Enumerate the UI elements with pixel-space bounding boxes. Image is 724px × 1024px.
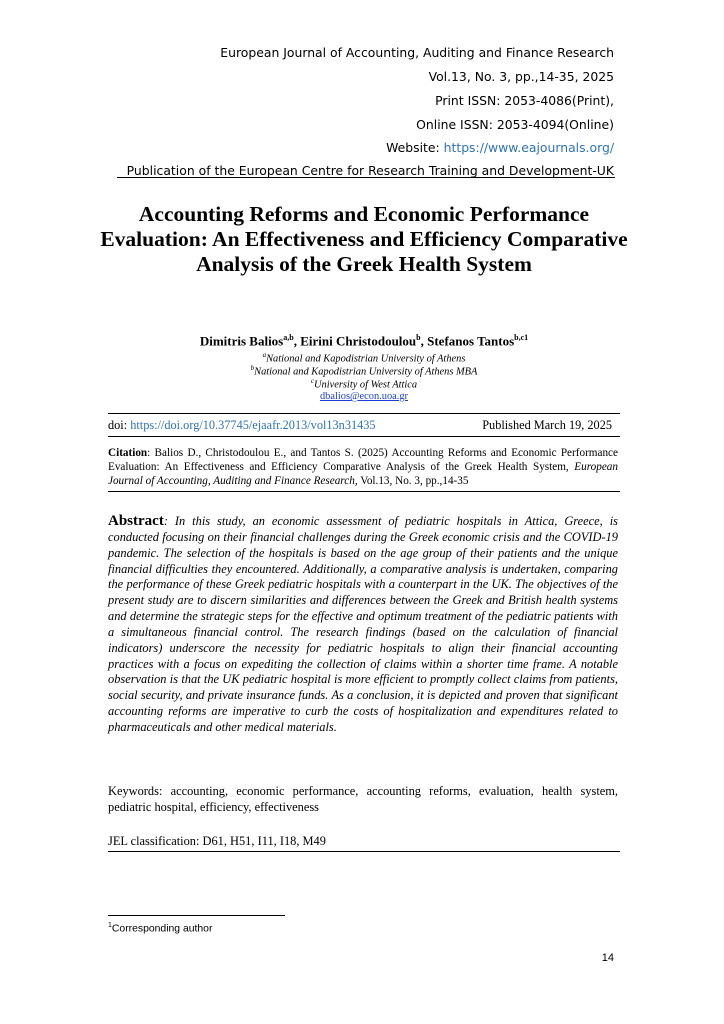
paper-title: Accounting Reforms and Economic Performance Evaluation: An Effectiveness and Efficiency Comparative Analysis of the Greek Health System xyxy=(100,202,628,276)
abstract-text: : In this study, an economic assessment of pediatric hospitals in Attica, Greece, is conducted focusing on their financial challenges during the Greek economic crisis and the COVID-19 pandemic. The selection of the hospitals is based on the age group of their patients and the unique financial difficulties they encountered. Additionally, a comparative analysis is undertaken, comparing the performance of these Greek pediatric hospitals with a counterpart in the UK. The objectives of the present study are to discern similarities and differences between the Greek and British health systems and determine the strategic steps for the effective and optimum treatment of the pediatric patients with a simultaneous financial control. The research findings (based on the calculation of financial indicators) underscore the necessity for pediatric hospitals to align their financial accounting practices with a focus on expediting the collection of claims within a shorter time frame. A notable observation is that the UK pediatric hospital is more efficient to promptly collect claims from patients, social security, and private insurance funds. As a conclusion, it is depicted and proven that significant accounting reforms are imperative to curb the costs of hospitalization and expenditures related to pharmaceuticals and other medical materials. xyxy=(108,514,618,734)
abstract-block xyxy=(108,514,618,736)
author-affiliation-mark: a,b xyxy=(283,333,294,342)
affiliation: $^b$National and Kapodistrian University of Athens MBA xyxy=(250,364,478,378)
online-issn: Online ISSN: 2053-4094(Online) xyxy=(416,117,614,132)
divider xyxy=(108,436,620,437)
citation-block xyxy=(108,446,618,488)
keywords: Keywords: accounting, economic performance, accounting reforms, evaluation, health system, pediatric hospital, efficiency, effectiveness xyxy=(108,784,618,814)
website-link[interactable]: https://www.eajournals.org/ xyxy=(443,140,614,155)
author-affiliation-mark: b xyxy=(416,333,421,342)
email-link[interactable]: dbalios@econ.uoa.gr xyxy=(319,391,409,402)
author-list: Dimitris Balios$^{a,b}$, Eirini Christodoulou$^b$, Stefanos Tantos$^{b,c1}$ xyxy=(199,333,529,349)
citation-tail: , Vol.13, No. 3, pp.,14-35 xyxy=(354,475,469,487)
abstract-label: Abstract xyxy=(108,513,164,529)
header-rule xyxy=(117,177,615,178)
author-name: Eirini Christodoulou xyxy=(300,333,417,349)
doi-row xyxy=(108,418,618,433)
divider xyxy=(108,413,620,414)
footnote-rule xyxy=(108,915,285,916)
footnote-mark: 1 xyxy=(108,922,112,929)
footnote-text: Corresponding author xyxy=(111,923,213,935)
divider xyxy=(108,851,620,852)
author-name: Dimitris Balios xyxy=(199,333,284,349)
footnote xyxy=(108,922,212,934)
website-label: Website: xyxy=(386,140,444,155)
doi-label: doi: xyxy=(108,418,131,432)
divider xyxy=(108,491,620,492)
published-date: Published March 19, 2025 xyxy=(482,418,612,432)
affiliation: $^c$University of West Attica xyxy=(310,377,418,391)
citation-journal: European Journal of Accounting, Auditing and Finance Research xyxy=(108,461,618,487)
author-name: Stefanos Tantos xyxy=(427,333,515,349)
doi-link[interactable]: https://doi.org/10.37745/ejaafr.2013/vol13n31435 xyxy=(130,418,376,432)
website-line xyxy=(386,140,614,155)
citation-label: Citation xyxy=(108,447,148,459)
author-affiliation-mark: b,c1 xyxy=(514,333,529,342)
affiliation: $^a$National and Kapodistrian University of Athens xyxy=(262,351,466,365)
print-issn: Print ISSN: 2053-4086(Print), xyxy=(435,93,614,108)
publisher-line: Publication of the European Centre for Research Training and Development-UK xyxy=(126,163,614,178)
journal-name: European Journal of Accounting, Auditing and Finance Research xyxy=(220,45,614,60)
volume-info: Vol.13, No. 3, pp.,14-35, 2025 xyxy=(428,69,614,84)
jel-classification: JEL classification: D61, H51, I11, I18, M49 xyxy=(108,834,326,848)
page-number: 14 xyxy=(601,952,614,964)
citation-text: : Balios D., Christodoulou E., and Tantos S. (2025) Accounting Reforms and Economic Performance Evaluation: An Effectiveness and Efficiency Comparative Analysis of the Greek Health System, xyxy=(108,447,618,473)
